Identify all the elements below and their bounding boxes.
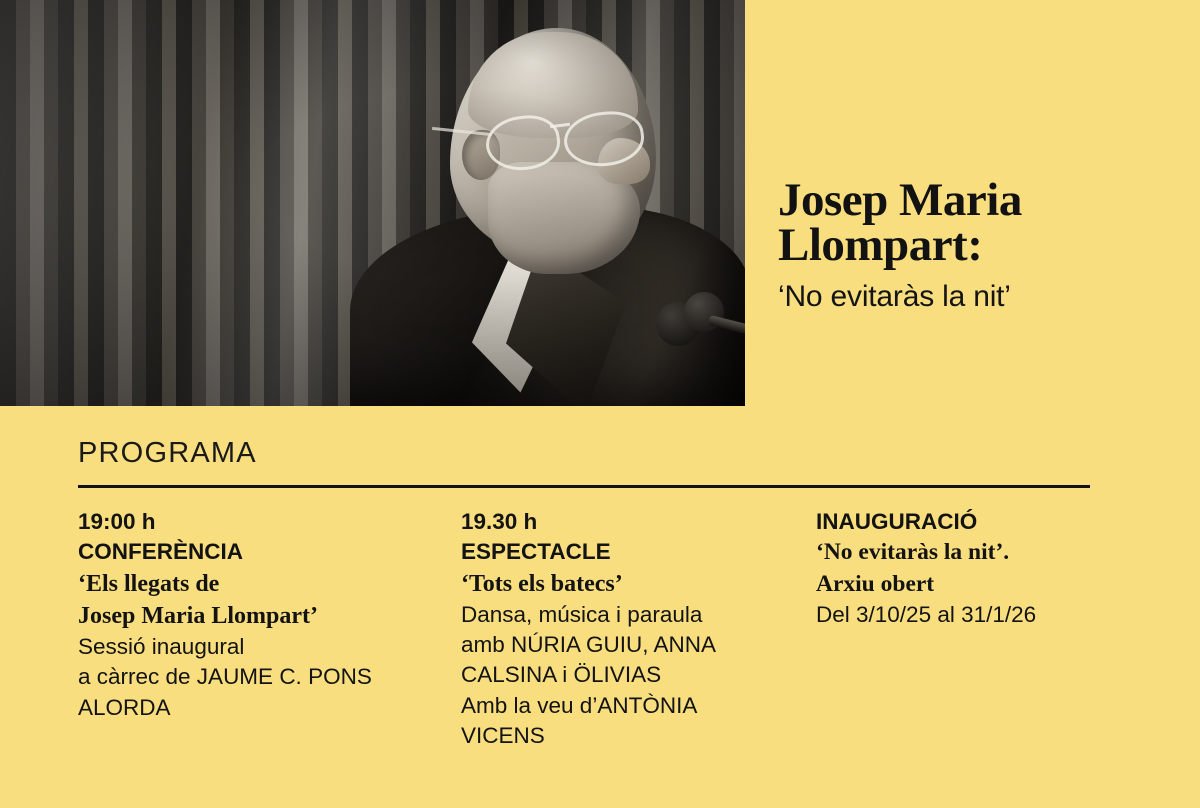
column-2-line-2: Dansa, música i paraula bbox=[461, 601, 703, 627]
column-2-kind: ESPECTACLE bbox=[461, 539, 611, 565]
photo-vignette bbox=[0, 0, 745, 406]
column-1-kind: CONFERÈNCIA bbox=[78, 539, 244, 565]
column-2-line-4: CALSINA i ÖLIVIAS bbox=[461, 662, 662, 688]
column-3-line-2: Arxiu obert bbox=[816, 570, 935, 597]
column-2-line-3: amb NÚRIA GUIU, ANNA bbox=[461, 632, 717, 658]
column-2-line-5: Amb la veu d’ANTÒNIA bbox=[461, 692, 698, 718]
page-title bbox=[778, 174, 1188, 272]
divider bbox=[78, 485, 1090, 488]
column-2-line-6: VICENS bbox=[461, 722, 545, 748]
poster-title-block bbox=[778, 174, 1188, 314]
column-1-line-1: ‘Els llegats de bbox=[78, 570, 220, 597]
column-3-line-1: ‘No evitaràs la nit’. bbox=[816, 539, 1010, 566]
column-1-line-4: a càrrec de JAUME C. PONS bbox=[78, 664, 372, 690]
title-line-1: Josep Maria bbox=[778, 174, 1022, 226]
column-1-line-3: Sessió inaugural bbox=[78, 634, 245, 660]
program-label: PROGRAMA bbox=[78, 437, 257, 469]
program-columns bbox=[78, 507, 1140, 751]
program-column-2 bbox=[461, 507, 816, 751]
title-line-2: Llompart: bbox=[778, 219, 983, 272]
column-1-time: 19:00 h bbox=[78, 509, 156, 534]
program-column-3 bbox=[816, 507, 1136, 751]
column-2-line-1: ‘Tots els batecs’ bbox=[461, 570, 623, 597]
column-3-time: INAUGURACIÓ bbox=[816, 509, 978, 534]
speaker-photo bbox=[0, 0, 745, 406]
program-heading bbox=[78, 437, 1090, 470]
page-subtitle: ‘No evitaràs la nit’ bbox=[778, 280, 1011, 314]
column-2-time: 19.30 h bbox=[461, 509, 538, 534]
program-column-1 bbox=[78, 507, 461, 751]
column-3-line-3: Del 3/10/25 al 31/1/26 bbox=[816, 602, 1037, 628]
column-1-line-5: ALORDA bbox=[78, 694, 171, 720]
column-1-line-2: Josep Maria Llompart’ bbox=[78, 602, 318, 629]
